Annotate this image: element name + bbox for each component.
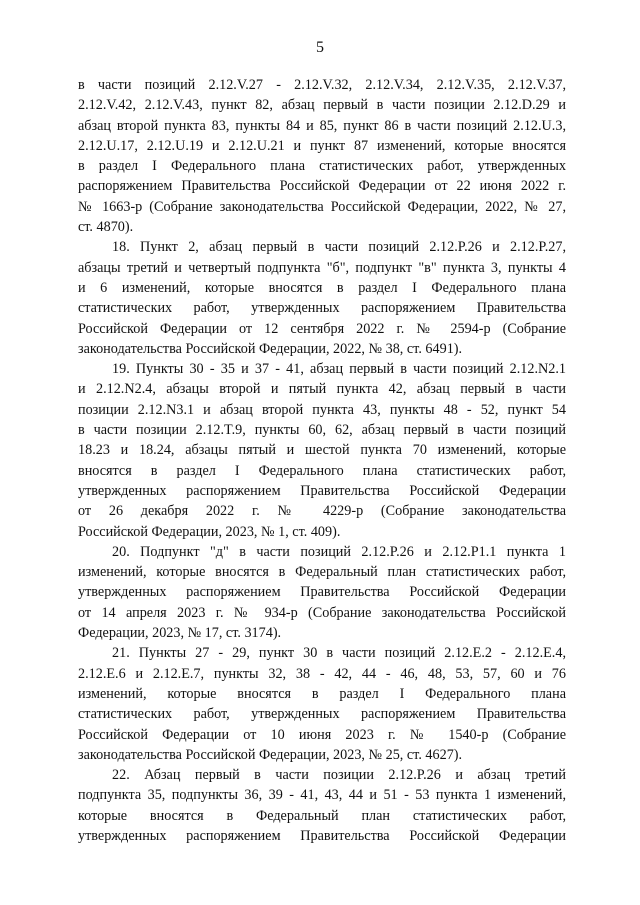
text-line: распоряжением Правительства Российской Федерации от 22 июня 2022 г. — [78, 178, 566, 195]
text-line: Российской Федерации от 12 сентября 2022 г. № 2594-р (Собрание — [78, 320, 566, 337]
page-number: 5 — [316, 39, 324, 56]
text-line: абзацы третий и четвертый подпункта "б", подпункт "в" пункта 3, пункты 4 — [78, 259, 566, 276]
text-line: утвержденных распоряжением Правительства Российской Федерации — [78, 482, 566, 499]
text-line: ст. 4870). — [78, 219, 134, 236]
text-line: и 2.12.N2.4, абзацы второй и пятый пункта 42, абзац первый в части — [78, 381, 566, 398]
document-body — [78, 75, 566, 846]
text-line: от 26 декабря 2022 г. № 4229-р (Собрание законодательства — [78, 503, 566, 520]
text-line: 19. Пункты 30 - 35 и 37 - 41, абзац первый в части позиций 2.12.N2.1 — [112, 361, 566, 378]
text-line: абзац второй пункта 83, пункты 84 и 85, пункт 86 в части позиций 2.12.U.3, — [78, 117, 566, 134]
text-line: 21. Пункты 27 - 29, пункт 30 в части позиций 2.12.E.2 - 2.12.E.4, — [112, 645, 566, 662]
text-line: 2.12.E.6 и 2.12.E.7, пункты 32, 38 - 42, 44 - 46, 48, 53, 57, 60 и 76 — [78, 665, 566, 682]
paragraph-p-cont — [78, 75, 566, 237]
text-line: в раздел I Федерального плана статистических работ, утвержденных — [78, 158, 566, 175]
paragraph-p-19 — [78, 359, 566, 542]
text-line: 22. Абзац первый в части позиции 2.12.P.26 и абзац третий — [112, 767, 566, 784]
text-line: 2.12.V.42, 2.12.V.43, пункт 82, абзац первый в части позиции 2.12.D.29 и — [78, 97, 566, 114]
text-line: и 6 изменений, которые вносятся в раздел I Федерального плана — [78, 279, 566, 296]
text-line: статистических работ, утвержденных распоряжением Правительства — [78, 300, 566, 317]
text-line: утвержденных распоряжением Правительства Российской Федерации — [78, 584, 566, 601]
text-line: статистических работ, утвержденных распоряжением Правительства — [78, 706, 566, 723]
text-line: от 14 апреля 2023 г. № 934-р (Собрание законодательства Российской — [78, 604, 566, 621]
text-line: в части позиций 2.12.V.27 - 2.12.V.32, 2.12.V.34, 2.12.V.35, 2.12.V.37, — [78, 77, 566, 93]
text-line: Российской Федерации от 10 июня 2023 г. № 1540-р (Собрание — [78, 726, 566, 743]
paragraph-p-20 — [78, 542, 566, 643]
text-line: изменений, которые вносятся в раздел I Федерального плана — [78, 685, 566, 702]
text-line: позиции 2.12.N3.1 и абзац второй пункта 43, пункты 48 - 52, пункт 54 — [78, 401, 566, 418]
text-line: № 1663-р (Собрание законодательства Российской Федерации, 2022, № 27, — [78, 198, 566, 215]
text-line: вносятся в раздел I Федерального плана статистических работ, — [78, 462, 566, 479]
text-line: 18.23 и 18.24, абзацы пятый и шестой пункта 70 изменений, которые — [78, 442, 566, 459]
text-line: законодательства Российской Федерации, 2023, № 25, ст. 4627). — [78, 746, 463, 763]
text-line: законодательства Российской Федерации, 2022, № 38, ст. 6491). — [78, 340, 463, 357]
paragraph-p-18 — [78, 237, 566, 359]
text-line: 2.12.U.17, 2.12.U.19 и 2.12.U.21 и пункт 87 изменений, которые вносятся — [78, 137, 566, 154]
text-line: 20. Подпункт "д" в части позиций 2.12.P.26 и 2.12.P1.1 пункта 1 — [112, 543, 566, 560]
text-line: Российской Федерации, 2023, № 1, ст. 409). — [78, 523, 341, 540]
text-line: Федерации, 2023, № 17, ст. 3174). — [78, 625, 282, 642]
text-line: в части позиции 2.12.T.9, пункты 60, 62, абзац первый в части позиций — [78, 422, 566, 439]
paragraph-p-22 — [78, 765, 566, 846]
paragraph-p-21 — [78, 643, 566, 765]
text-line: 18. Пункт 2, абзац первый в части позиций 2.12.P.26 и 2.12.P.27, — [112, 239, 566, 256]
text-line: утвержденных распоряжением Правительства Российской Федерации — [78, 827, 566, 844]
text-line: которые вносятся в Федеральный план статистических работ, — [78, 807, 566, 824]
text-line: подпункта 35, подпункты 36, 39 - 41, 43, 44 и 51 - 53 пункта 1 изменений, — [78, 787, 566, 804]
text-line: изменений, которые вносятся в Федеральный план статистических работ, — [78, 564, 566, 581]
